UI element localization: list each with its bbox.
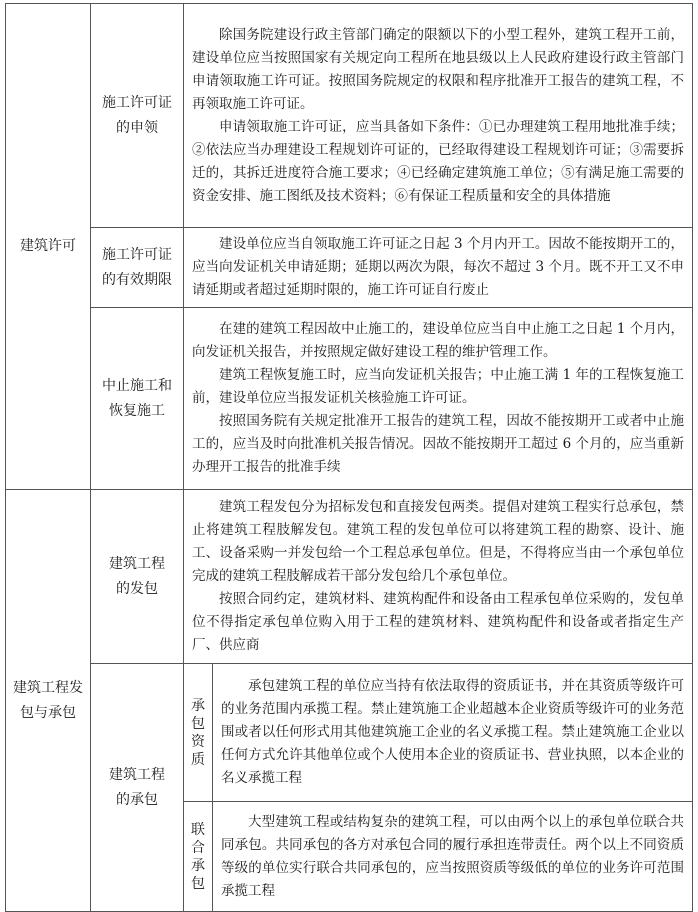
paragraph: 申请领取施工许可证，应当具备如下条件：①已办理建筑工程用地批准手续；②依法应当办理建设工程规划许可证的，已经取得建设工程规划许可证；③需要拆迁的，其拆迁进度符合施工要求；④已经确定建筑施工单位；⑤有满足施工需要的资金安排、施工图纸及技术资料；⑥有保证工程质量和安全的具体措施 [192,118,684,204]
paragraph: 按照合同约定，建筑材料、建筑构配件和设备由工程承包单位采购的，发包单位不得指定承包单位购入用于工程的建筑材料、建筑构配件和设备或者指定生产厂、供应商 [192,591,684,653]
paragraph: 按照国务院有关规定批准开工报告的建筑工程，因故不能按期开工或者中止施工的，应当及时向批准机关报告情况。因故不能按期开工超过 6 个月的，应当重新办理开工报告的批准手续 [192,413,684,475]
content-cell [184,308,693,490]
category-title: 建筑许可 [20,238,76,254]
category-cell [6,490,91,912]
content-cell [184,4,693,228]
subcategory-title: 施工许可证的有效期限 [102,246,172,288]
paragraph: 除国务院建设行政主管部门确定的限额以下的小型工程外，建筑工程开工前，建设单位应当按照国家有关规定向工程所在地县级以上人民政府建设行政主管部门申请领取施工许可证。按照国务院规定的权限和程序批准开工报告的建筑工程，不再领取施工许可证。 [192,26,684,112]
subcategory-cell [91,4,184,228]
table-row [6,228,693,308]
table-row [6,4,693,228]
content-cell [184,490,693,664]
paragraph: 建筑工程恢复施工时，应当向发证机关报告；中止施工满 1 年的工程恢复施工前，建设单位应当报发证机关核验施工许可证。 [192,367,684,406]
subcategory-cell [91,664,184,912]
category-cell [6,4,91,490]
paragraph: 大型建筑工程或结构复杂的建筑工程，可以由两个以上的承包单位联合共同承包。共同承包的各方对承包合同的履行承担连带责任。两个以上不同资质等级的单位实行联合共同承包的，应当按照资质等级低的单位的业务许可范围承揽工程 [221,813,684,899]
paragraph: 建设单位应当自领取施工许可证之日起 3 个月内开工。因故不能按期开工的，应当向发证机关申请延期；延期以两次为限，每次不超过 3 个月。既不开工又不申请延期或者超过延期时限的，施工许可证自行废止 [192,236,684,298]
table-row [6,664,693,802]
content-cell [213,664,693,802]
subcategory-title: 施工许可证的申领 [102,94,172,136]
subcategory-cell [91,490,184,664]
paragraph: 建筑工程发包分为招标发包和直接发包两类。提倡对建筑工程实行总承包，禁止将建筑工程肢解发包。建筑工程的发包单位可以将建筑工程的勘察、设计、施工、设备采购一并发包给一个工程总承包单位。但是，不得将应当由一个承包单位完成的建筑工程肢解成若干部分发包给几个承包单位。 [192,499,684,584]
subcategory-cell [91,228,184,308]
paragraph: 在建的建筑工程因故中止施工的，建设单位应当自中止施工之日起 1 个月内，向发证机关报告，并按照规定做好建设工程的维护管理工作。 [192,321,684,360]
law-summary-table [5,3,693,912]
table-row [6,308,693,490]
sub-subcategory-cell [184,802,213,912]
paragraph: 承包建筑工程的单位应当持有依法取得的资质证书，并在其资质等级许可的业务范围内承揽工程。禁止建筑施工企业超越本企业资质等级许可的业务范围或者以任何形式用其他建筑施工企业的名义承揽工程。禁止建筑施工企业以任何方式允许其他单位或个人使用本企业的资质证书、营业执照，以本企业的名义承揽工程 [221,678,684,786]
table-row [6,490,693,664]
content-cell [213,802,693,912]
sub-subcategory-title: 承包资质 [191,697,205,768]
subcategory-cell [91,308,184,490]
category-title: 建筑工程发包与承包 [13,679,83,721]
sub-subcategory-title: 联合承包 [191,821,205,892]
subcategory-title: 建筑工程的发包 [109,555,165,597]
content-cell [184,228,693,308]
sub-subcategory-cell [184,664,213,802]
subcategory-title: 中止施工和恢复施工 [102,377,172,419]
subcategory-title: 建筑工程的承包 [109,766,165,808]
